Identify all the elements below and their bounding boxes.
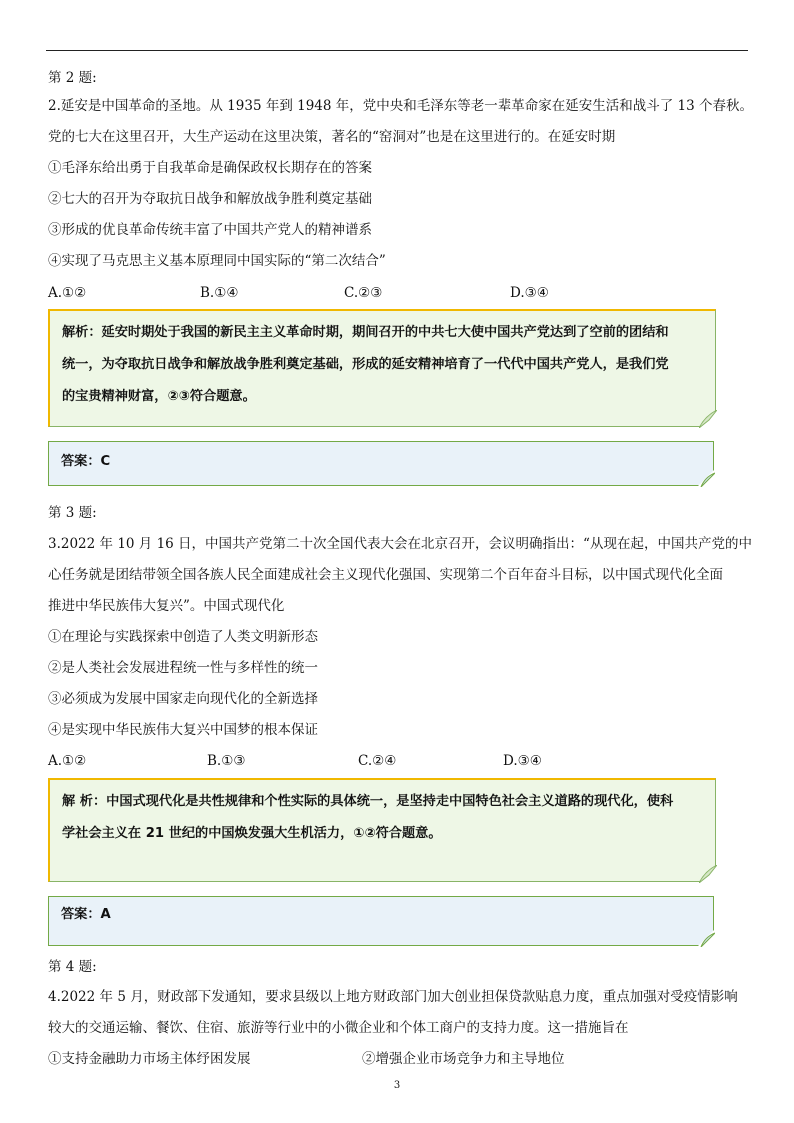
q3-header: 第 3 题: xyxy=(48,505,97,521)
q3-analysis-box xyxy=(48,778,716,882)
q2-header: 第 2 题: xyxy=(48,70,97,86)
q2-answer: 答案：C xyxy=(61,454,111,469)
q4-stem-line-1: 4.2022 年 5 月，财政部下发通知，要求县级以上地方财政部门加大创业担保贷款贴息力度，重点加强对受疫情影响 xyxy=(48,989,738,1005)
page-curl-icon xyxy=(699,865,717,883)
q2-item-4: ④实现了马克思主义基本原理同中国实际的“第二次结合” xyxy=(48,253,386,269)
q4-item-2: ②增强企业市场竞争力和主导地位 xyxy=(362,1051,565,1067)
q4-header: 第 4 题: xyxy=(48,959,97,975)
q3-answer-box xyxy=(48,896,714,946)
q2-item-3: ③形成的优良革命传统丰富了中国共产党人的精神谱系 xyxy=(48,222,372,238)
q3-answer: 答案：A xyxy=(61,907,111,922)
q3-analysis-line-1: 解 析：中国式现代化是共性规律和个性实际的具体统一，是坚持走中国特色社会主义道路的现代化，使科 xyxy=(62,794,674,809)
q3-stem-line-2: 心任务就是团结带领全国各族人民全面建成社会主义现代化强国、实现第二个百年奋斗目标，以中国式现代化全面 xyxy=(48,567,723,583)
q2-option-c: C.②③ xyxy=(344,285,383,301)
q2-stem-line-2: 党的七大在这里召开，大生产运动在这里决策，著名的“窑洞对”也是在这里进行的。在延安时期 xyxy=(48,129,616,145)
q3-stem-line-1: 3.2022 年 10 月 16 日，中国共产党第二十次全国代表大会在北京召开，会议明确指出：“从现在起，中国共产党的中 xyxy=(48,536,752,552)
q2-answer-box xyxy=(48,441,714,486)
header-rule xyxy=(46,50,748,51)
q4-stem-line-2: 较大的交通运输、餐饮、住宿、旅游等行业中的小微企业和个体工商户的支持力度。这一措施旨在 xyxy=(48,1020,629,1036)
q3-item-2: ②是人类社会发展进程统一性与多样性的统一 xyxy=(48,660,318,676)
page-curl-icon xyxy=(699,410,717,428)
q2-analysis-line-1: 解析：延安时期处于我国的新民主主义革命时期，期间召开的中共七大使中国共产党达到了空前的团结和 xyxy=(62,325,669,340)
q3-option-d: D.③④ xyxy=(503,753,542,769)
q4-item-1: ①支持金融助力市场主体纾困发展 xyxy=(48,1051,251,1067)
q3-item-3: ③必须成为发展中国家走向现代化的全新选择 xyxy=(48,691,318,707)
q2-analysis-box xyxy=(48,309,716,427)
q2-analysis-line-3: 的宝贵精神财富，②③符合题意。 xyxy=(62,389,256,404)
q3-item-1: ①在理论与实践探索中创造了人类文明新形态 xyxy=(48,629,318,645)
page-number: 3 xyxy=(393,1080,401,1091)
q2-item-2: ②七大的召开为夺取抗日战争和解放战争胜利奠定基础 xyxy=(48,191,372,207)
page-curl-icon xyxy=(697,469,715,487)
q3-option-a: A.①② xyxy=(48,753,87,769)
q3-analysis-line-2: 学社会主义在 21 世纪的中国焕发强大生机活力，①②符合题意。 xyxy=(62,826,442,841)
q2-option-d: D.③④ xyxy=(510,285,549,301)
q2-option-b: B.①④ xyxy=(200,285,239,301)
q2-analysis-line-2: 统一，为夺取抗日战争和解放战争胜利奠定基础，形成的延安精神培育了一代代中国共产党人，是我们党 xyxy=(62,357,669,372)
q2-option-a: A.①② xyxy=(48,285,87,301)
q3-stem-line-3: 推进中华民族伟大复兴”。中国式现代化 xyxy=(48,598,285,614)
q3-option-b: B.①③ xyxy=(207,753,246,769)
q3-item-4: ④是实现中华民族伟大复兴中国梦的根本保证 xyxy=(48,722,318,738)
q2-item-1: ①毛泽东给出勇于自我革命是确保政权长期存在的答案 xyxy=(48,160,372,176)
q2-stem-line-1: 2.延安是中国革命的圣地。从 1935 年到 1948 年，党中央和毛泽东等老一辈革命家在延安生活和战斗了 13 个春秋。 xyxy=(48,98,754,114)
page-curl-icon xyxy=(697,929,715,947)
q3-option-c: C.②④ xyxy=(358,753,397,769)
